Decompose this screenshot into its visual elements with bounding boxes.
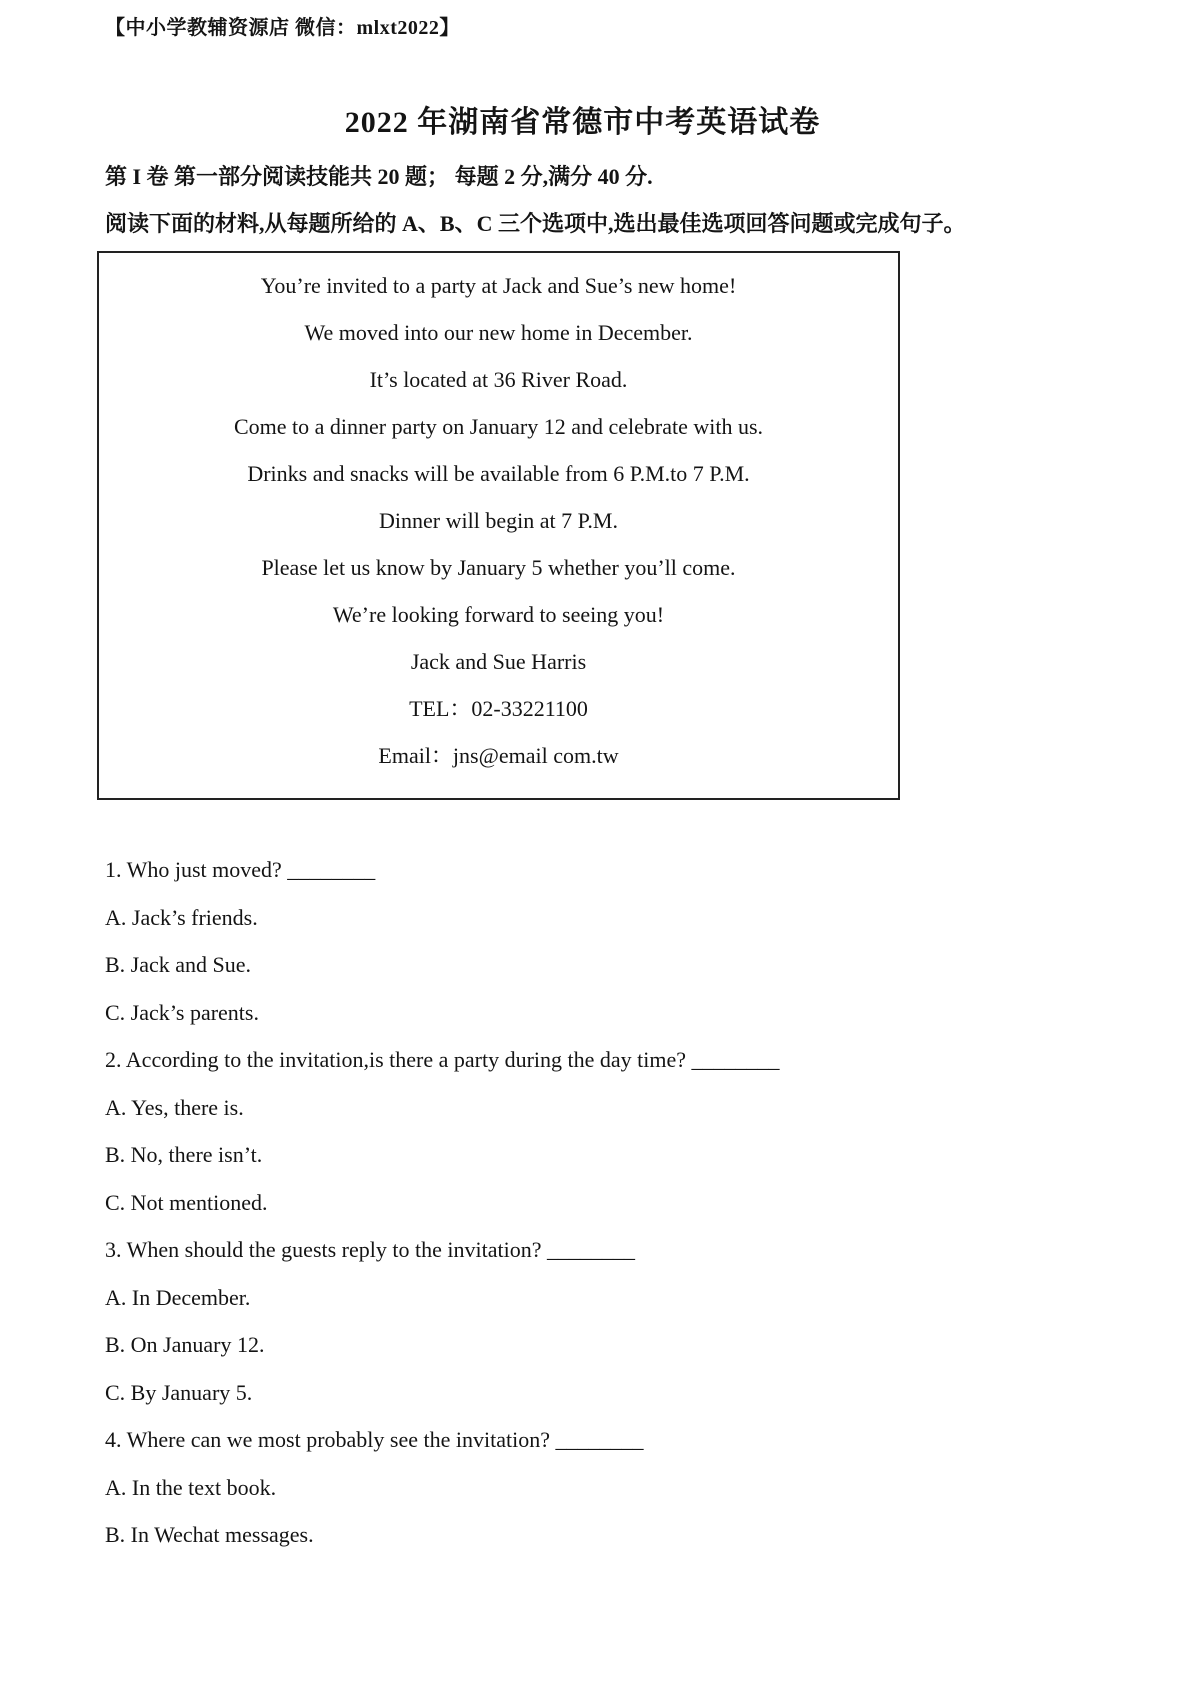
invitation-line: Please let us know by January 5 whether you’ll come. <box>261 555 736 580</box>
invitation-sender: Jack and Sue Harris <box>410 649 587 674</box>
option-item: B. On January 12. <box>105 1332 265 1357</box>
invitation-line: Come to a dinner party on January 12 and celebrate with us. <box>233 414 764 439</box>
question-prompt: 4. Where can we most probably see the invitation? ________ <box>105 1427 644 1452</box>
invitation-box <box>97 251 900 800</box>
invitation-email: Email：jns@email com.tw <box>378 743 619 768</box>
invitation-tel: TEL：02-33221100 <box>409 696 588 721</box>
question-prompt: 2. According to the invitation,is there a party during the day time? ________ <box>105 1047 780 1072</box>
option-item: C. Jack’s parents. <box>105 999 259 1025</box>
watermark-text: 【中小学教辅资源店 微信：mlxt2022】 <box>105 17 460 39</box>
option-item: A. Jack’s friends. <box>105 904 258 930</box>
invitation-line: Dinner will begin at 7 P.M. <box>379 508 618 533</box>
option-item: B. No, there isn’t. <box>105 1142 263 1167</box>
option-item: A. In the text book. <box>105 1474 277 1500</box>
invitation-line: Drinks and snacks will be available from 6 P.M.to 7 P.M. <box>247 461 750 486</box>
question-prompt: 1. Who just moved? ________ <box>105 857 376 882</box>
option-item: A. In December. <box>105 1284 251 1310</box>
questions-section <box>105 846 1085 1559</box>
option-item: C. Not mentioned. <box>105 1189 268 1215</box>
reading-instruction: 阅读下面的材料,从每题所给的 A、B、C 三个选项中,选出最佳选项回答问题或完成句子。 <box>105 211 966 236</box>
option-item: A. Yes, there is. <box>105 1094 244 1120</box>
invitation-line: We moved into our new home in December. <box>304 320 693 345</box>
option-item: B. In Wechat messages. <box>105 1522 314 1547</box>
invitation-line: We’re looking forward to seeing you! <box>332 602 665 627</box>
invitation-line: You’re invited to a party at Jack and Sue’s new home! <box>260 273 737 298</box>
option-item: B. Jack and Sue. <box>105 952 252 977</box>
question-prompt: 3. When should the guests reply to the invitation? ________ <box>105 1237 635 1262</box>
option-item: C. By January 5. <box>105 1379 253 1405</box>
invitation-line: It’s located at 36 River Road. <box>369 367 628 392</box>
page-title: 2022 年湖南省常德市中考英语试卷 <box>344 106 821 139</box>
part-header: 第 I 卷 第一部分阅读技能共 20 题； 每题 2 分,满分 40 分. <box>105 164 653 189</box>
